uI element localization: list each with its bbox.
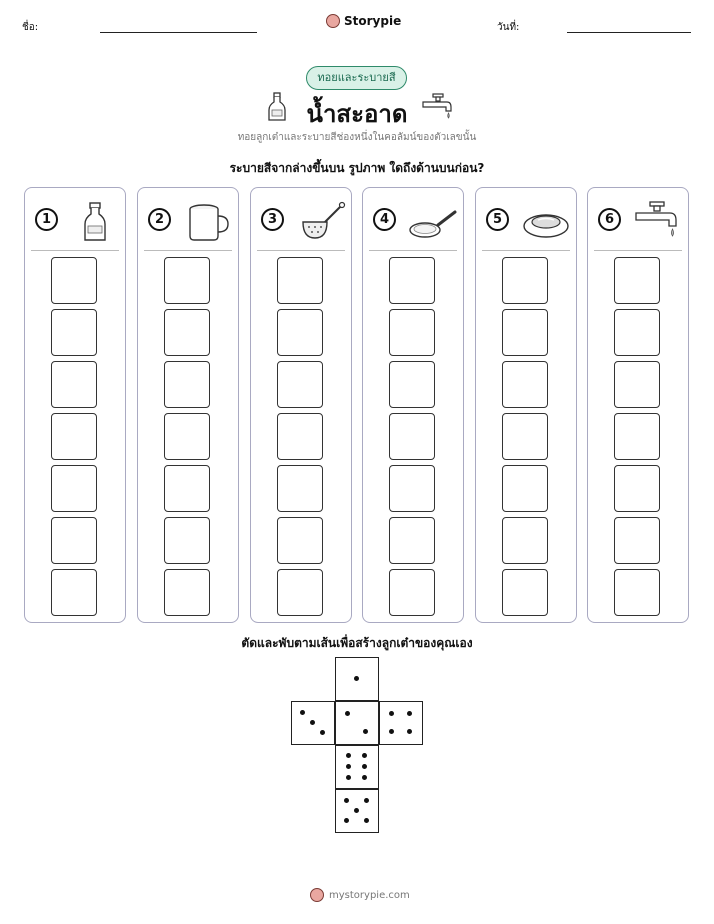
color-cell[interactable] <box>277 309 323 356</box>
die-pip <box>407 711 412 716</box>
color-cell[interactable] <box>51 361 97 408</box>
brand-name: Storypie <box>344 14 402 28</box>
die-pip <box>362 753 367 758</box>
dice-instruction: ตัดและพับตามเส้นเพื่อสร้างลูกเต๋าของคุณเอง <box>241 636 473 650</box>
die-pip <box>344 798 349 803</box>
column-divider <box>594 250 682 251</box>
color-cell[interactable] <box>277 465 323 512</box>
activity-badge: ทอยและระบายสี <box>306 66 407 90</box>
color-cell[interactable] <box>277 413 323 460</box>
color-cell[interactable] <box>389 361 435 408</box>
mug-icon <box>182 200 234 242</box>
color-cell[interactable] <box>502 309 548 356</box>
bottle-icon <box>69 200 121 242</box>
column-number: 6 <box>598 208 621 231</box>
color-cell[interactable] <box>614 361 660 408</box>
name-line[interactable] <box>100 32 257 33</box>
color-cell[interactable] <box>502 569 548 616</box>
column-divider <box>144 250 232 251</box>
column-divider <box>257 250 345 251</box>
faucet-icon <box>421 93 453 121</box>
faucet-icon <box>632 200 684 242</box>
column-number: 1 <box>35 208 58 231</box>
color-cell[interactable] <box>614 257 660 304</box>
die-pip <box>344 818 349 823</box>
color-cell[interactable] <box>51 465 97 512</box>
die-face-1 <box>335 657 379 701</box>
die-pip <box>363 729 368 734</box>
die-pip <box>346 753 351 758</box>
die-pip <box>345 711 350 716</box>
die-pip <box>346 764 351 769</box>
column-4 <box>362 187 464 623</box>
bottle-icon <box>266 92 288 122</box>
die-face-5 <box>335 789 379 833</box>
bear-icon <box>310 888 324 902</box>
die-pip <box>362 764 367 769</box>
color-cell[interactable] <box>277 257 323 304</box>
color-cell[interactable] <box>164 361 210 408</box>
color-cell[interactable] <box>164 309 210 356</box>
color-cell[interactable] <box>389 465 435 512</box>
pan-icon <box>407 200 459 242</box>
die-pip <box>310 720 315 725</box>
color-cell[interactable] <box>51 517 97 564</box>
color-cell[interactable] <box>502 257 548 304</box>
color-cell[interactable] <box>502 361 548 408</box>
color-cell[interactable] <box>389 309 435 356</box>
page-title: น้ำสะอาด <box>306 100 408 128</box>
color-cell[interactable] <box>502 465 548 512</box>
brand-logo <box>326 14 401 28</box>
color-cell[interactable] <box>614 517 660 564</box>
die-pip <box>364 818 369 823</box>
footer-url: mystorypie.com <box>329 889 410 901</box>
bear-icon <box>326 14 340 28</box>
column-number: 4 <box>373 208 396 231</box>
color-cell[interactable] <box>614 465 660 512</box>
column-divider <box>31 250 119 251</box>
die-pip <box>320 730 325 735</box>
date-label: วันที่: <box>497 22 520 33</box>
die-pip <box>354 808 359 813</box>
die-face-2 <box>335 701 379 745</box>
instructions-subtitle: ทอยลูกเต๋าและระบายสีช่องหนึ่งในคอลัมน์ของตัวเลขนั้น <box>237 132 477 143</box>
die-pip <box>300 710 305 715</box>
color-cell[interactable] <box>277 569 323 616</box>
color-cell[interactable] <box>164 569 210 616</box>
color-cell[interactable] <box>164 465 210 512</box>
color-cell[interactable] <box>502 413 548 460</box>
color-cell[interactable] <box>502 517 548 564</box>
footer <box>310 888 410 902</box>
die-pip <box>364 798 369 803</box>
column-number: 2 <box>148 208 171 231</box>
column-6 <box>587 187 689 623</box>
color-cell[interactable] <box>164 413 210 460</box>
column-divider <box>482 250 570 251</box>
die-face-3 <box>291 701 335 745</box>
color-cell[interactable] <box>277 361 323 408</box>
die-pip <box>407 729 412 734</box>
column-3 <box>250 187 352 623</box>
color-cell[interactable] <box>51 257 97 304</box>
color-cell[interactable] <box>51 569 97 616</box>
strainer-icon <box>295 200 347 242</box>
color-cell[interactable] <box>389 517 435 564</box>
color-cell[interactable] <box>389 569 435 616</box>
question-text: ระบายสีจากล่างขึ้นบน รูปภาพ ใดถึงด้านบนก่อน? <box>229 161 485 175</box>
die-pip <box>362 775 367 780</box>
die-pip <box>354 676 359 681</box>
column-divider <box>369 250 457 251</box>
soap-dish-icon <box>520 200 572 242</box>
color-cell[interactable] <box>389 257 435 304</box>
color-cell[interactable] <box>277 517 323 564</box>
column-5 <box>475 187 577 623</box>
color-cell[interactable] <box>51 413 97 460</box>
column-number: 5 <box>486 208 509 231</box>
die-face-6 <box>335 745 379 789</box>
die-pip <box>389 711 394 716</box>
date-line[interactable] <box>567 32 691 33</box>
color-cell[interactable] <box>614 413 660 460</box>
color-cell[interactable] <box>51 309 97 356</box>
color-cell[interactable] <box>389 413 435 460</box>
die-pip <box>389 729 394 734</box>
die-pip <box>346 775 351 780</box>
column-number: 3 <box>261 208 284 231</box>
color-cell[interactable] <box>164 517 210 564</box>
name-label: ชื่อ: <box>22 22 39 33</box>
die-face-4 <box>379 701 423 745</box>
column-2 <box>137 187 239 623</box>
column-1 <box>24 187 126 623</box>
color-cell[interactable] <box>614 569 660 616</box>
color-cell[interactable] <box>164 257 210 304</box>
color-cell[interactable] <box>614 309 660 356</box>
